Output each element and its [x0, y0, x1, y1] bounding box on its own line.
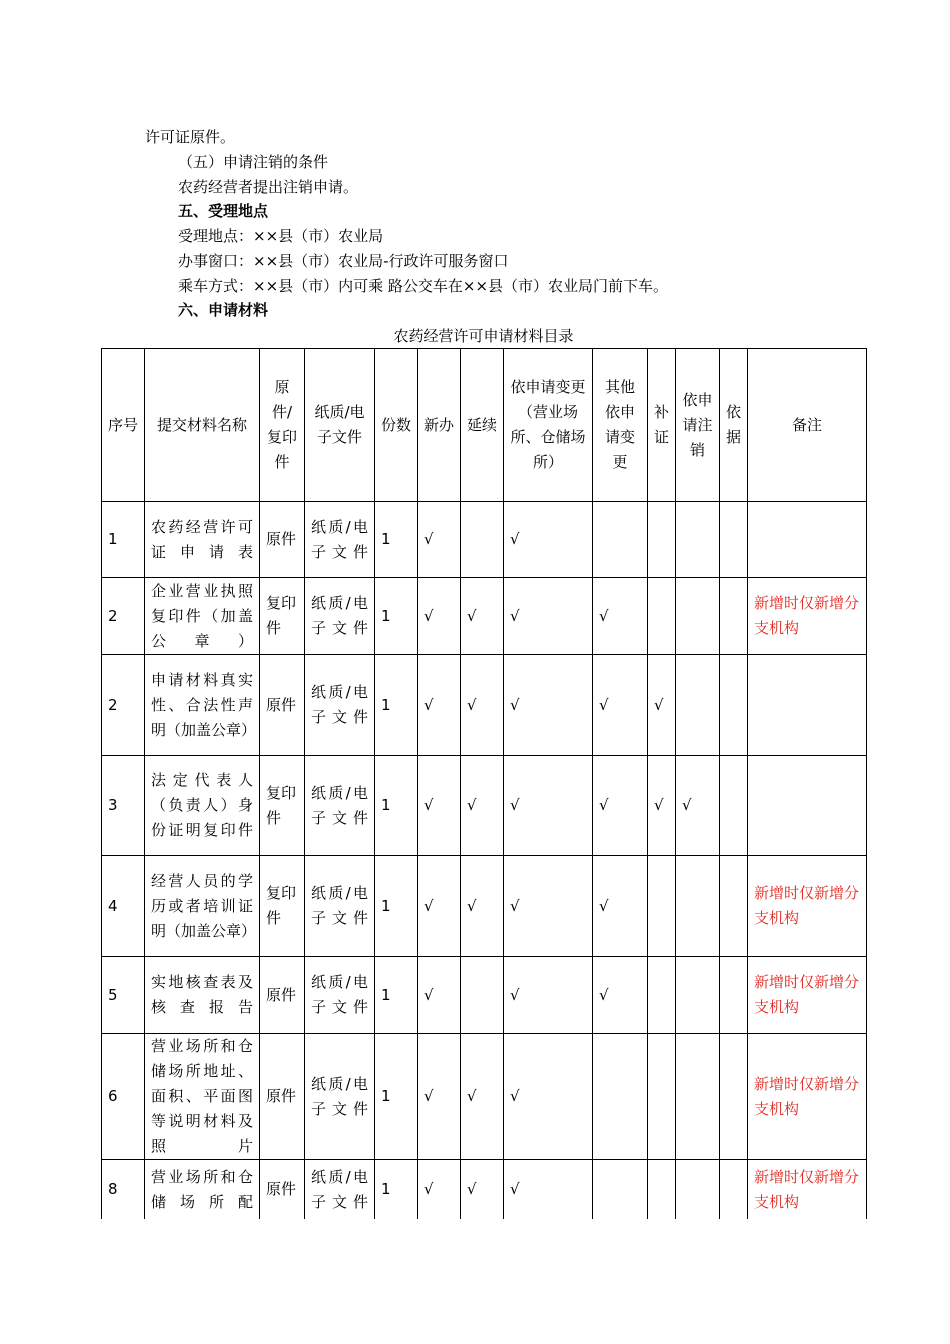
check-mark-cell	[648, 957, 676, 1034]
check-mark-cell	[648, 578, 676, 655]
check-mark-cell: √	[504, 578, 593, 655]
check-mark-cell: √	[461, 1034, 504, 1160]
check-mark-cell: √	[676, 756, 720, 856]
copies-cell: 1	[375, 1034, 418, 1160]
paper-electronic-cell: 纸质/电子文件	[305, 1160, 375, 1220]
paper-electronic-cell: 纸质/电子文件	[305, 856, 375, 957]
check-mark-cell	[676, 655, 720, 756]
check-mark-cell	[676, 957, 720, 1034]
check-mark-cell	[676, 578, 720, 655]
check-mark-cell: √	[461, 655, 504, 756]
check-mark-cell	[720, 856, 748, 957]
remarks-cell	[748, 756, 867, 856]
row-number-cell: 8	[102, 1160, 145, 1220]
original-copy-cell: 复印件	[260, 856, 305, 957]
copies-cell: 1	[375, 578, 418, 655]
header-no: 序号	[102, 349, 145, 502]
check-mark-cell: √	[593, 856, 648, 957]
check-mark-cell: √	[504, 957, 593, 1034]
check-mark-cell: √	[593, 655, 648, 756]
material-name-cell: 经营人员的学历或者培训证明（加盖公章）	[145, 856, 260, 957]
body-line: 受理地点：××县（市）农业局	[178, 227, 384, 245]
body-line: （五）申请注销的条件	[178, 153, 329, 171]
check-mark-cell	[676, 1160, 720, 1220]
row-number-cell: 6	[102, 1034, 145, 1160]
header-paper-electronic: 纸质/电子文件	[305, 349, 375, 502]
check-mark-cell	[676, 1034, 720, 1160]
header-reissue: 补证	[648, 349, 676, 502]
body-line: 农药经营者提出注销申请。	[178, 178, 359, 196]
paper-electronic-cell: 纸质/电子文件	[305, 578, 375, 655]
body-line: 乘车方式：××县（市）内可乘 路公交车在××县（市）农业局门前下车。	[178, 277, 669, 295]
header-remarks: 备注	[748, 349, 867, 502]
material-name-cell: 实地核查表及核查报告	[145, 957, 260, 1034]
table-row	[102, 1160, 867, 1220]
remarks-cell: 新增时仅新增分支机构	[748, 856, 867, 957]
material-name-cell: 农药经营许可证申请表	[145, 502, 260, 578]
original-copy-cell: 原件	[260, 1160, 305, 1220]
paper-electronic-cell: 纸质/电子文件	[305, 502, 375, 578]
material-name-cell: 申请材料真实性、合法性声明（加盖公章）	[145, 655, 260, 756]
check-mark-cell	[461, 502, 504, 578]
check-mark-cell: √	[418, 655, 461, 756]
row-number-cell: 5	[102, 957, 145, 1034]
check-mark-cell	[720, 655, 748, 756]
remarks-cell: 新增时仅新增分支机构	[748, 1160, 867, 1220]
copies-cell: 1	[375, 655, 418, 756]
check-mark-cell	[676, 502, 720, 578]
table-header-row	[102, 349, 867, 502]
material-name-cell: 企业营业执照复印件（加盖公章）	[145, 578, 260, 655]
original-copy-cell: 复印件	[260, 578, 305, 655]
check-mark-cell: √	[418, 1034, 461, 1160]
body-line: 许可证原件。	[145, 128, 236, 146]
check-mark-cell: √	[504, 856, 593, 957]
copies-cell: 1	[375, 957, 418, 1034]
check-mark-cell	[593, 502, 648, 578]
header-cancel: 依申请注销	[676, 349, 720, 502]
check-mark-cell	[720, 756, 748, 856]
row-number-cell: 1	[102, 502, 145, 578]
section-heading: 六、申请材料	[178, 301, 269, 319]
original-copy-cell: 原件	[260, 655, 305, 756]
paper-electronic-cell: 纸质/电子文件	[305, 1034, 375, 1160]
check-mark-cell: √	[461, 856, 504, 957]
body-line: 办事窗口：××县（市）农业局-行政许可服务窗口	[178, 252, 509, 270]
section-heading: 五、受理地点	[178, 202, 269, 220]
check-mark-cell: √	[504, 756, 593, 856]
check-mark-cell: √	[461, 578, 504, 655]
header-copies: 份数	[375, 349, 418, 502]
header-material-name: 提交材料名称	[145, 349, 260, 502]
check-mark-cell	[720, 1034, 748, 1160]
row-number-cell: 3	[102, 756, 145, 856]
check-mark-cell: √	[418, 856, 461, 957]
paper-electronic-cell: 纸质/电子文件	[305, 756, 375, 856]
check-mark-cell: √	[504, 1160, 593, 1220]
check-mark-cell: √	[504, 655, 593, 756]
table-row	[102, 502, 867, 578]
check-mark-cell: √	[461, 756, 504, 856]
check-mark-cell: √	[648, 655, 676, 756]
check-mark-cell: √	[593, 578, 648, 655]
table-row	[102, 957, 867, 1034]
table-row	[102, 578, 867, 655]
check-mark-cell: √	[593, 957, 648, 1034]
row-number-cell: 2	[102, 578, 145, 655]
header-original-copy: 原件/复印件	[260, 349, 305, 502]
copies-cell: 1	[375, 502, 418, 578]
check-mark-cell	[720, 502, 748, 578]
header-other-change: 其他依申请变更	[593, 349, 648, 502]
check-mark-cell	[461, 957, 504, 1034]
header-change-site: 依申请变更（营业场所、仓储场所）	[504, 349, 593, 502]
table-title: 农药经营许可申请材料目录	[393, 327, 574, 345]
material-name-cell: 营业场所和仓储场所配	[145, 1160, 260, 1220]
check-mark-cell: √	[418, 502, 461, 578]
original-copy-cell: 原件	[260, 957, 305, 1034]
check-mark-cell	[648, 1160, 676, 1220]
check-mark-cell: √	[593, 756, 648, 856]
check-mark-cell	[720, 957, 748, 1034]
copies-cell: 1	[375, 756, 418, 856]
check-mark-cell: √	[418, 578, 461, 655]
table-row	[102, 1034, 867, 1160]
remarks-cell	[748, 502, 867, 578]
header-basis: 依据	[720, 349, 748, 502]
remarks-cell: 新增时仅新增分支机构	[748, 1034, 867, 1160]
table-row	[102, 856, 867, 957]
remarks-cell: 新增时仅新增分支机构	[748, 957, 867, 1034]
material-name-cell: 营业场所和仓储场所地址、面积、平面图等说明材料及照片	[145, 1034, 260, 1160]
copies-cell: 1	[375, 1160, 418, 1220]
materials-table	[101, 348, 867, 1219]
paper-electronic-cell: 纸质/电子文件	[305, 957, 375, 1034]
check-mark-cell	[593, 1034, 648, 1160]
original-copy-cell: 原件	[260, 502, 305, 578]
check-mark-cell	[593, 1160, 648, 1220]
check-mark-cell	[648, 1034, 676, 1160]
check-mark-cell	[676, 856, 720, 957]
check-mark-cell: √	[418, 1160, 461, 1220]
check-mark-cell	[720, 578, 748, 655]
remarks-cell	[748, 655, 867, 756]
table-row	[102, 756, 867, 856]
check-mark-cell	[648, 856, 676, 957]
check-mark-cell: √	[461, 1160, 504, 1220]
row-number-cell: 4	[102, 856, 145, 957]
check-mark-cell: √	[418, 957, 461, 1034]
original-copy-cell: 复印件	[260, 756, 305, 856]
row-number-cell: 2	[102, 655, 145, 756]
table-row	[102, 655, 867, 756]
header-new: 新办	[418, 349, 461, 502]
original-copy-cell: 原件	[260, 1034, 305, 1160]
check-mark-cell: √	[504, 1034, 593, 1160]
header-renew: 延续	[461, 349, 504, 502]
check-mark-cell	[648, 502, 676, 578]
material-name-cell: 法定代表人（负责人）身份证明复印件	[145, 756, 260, 856]
check-mark-cell	[720, 1160, 748, 1220]
check-mark-cell: √	[504, 502, 593, 578]
check-mark-cell: √	[648, 756, 676, 856]
check-mark-cell: √	[418, 756, 461, 856]
remarks-cell: 新增时仅新增分支机构	[748, 578, 867, 655]
paper-electronic-cell: 纸质/电子文件	[305, 655, 375, 756]
copies-cell: 1	[375, 856, 418, 957]
